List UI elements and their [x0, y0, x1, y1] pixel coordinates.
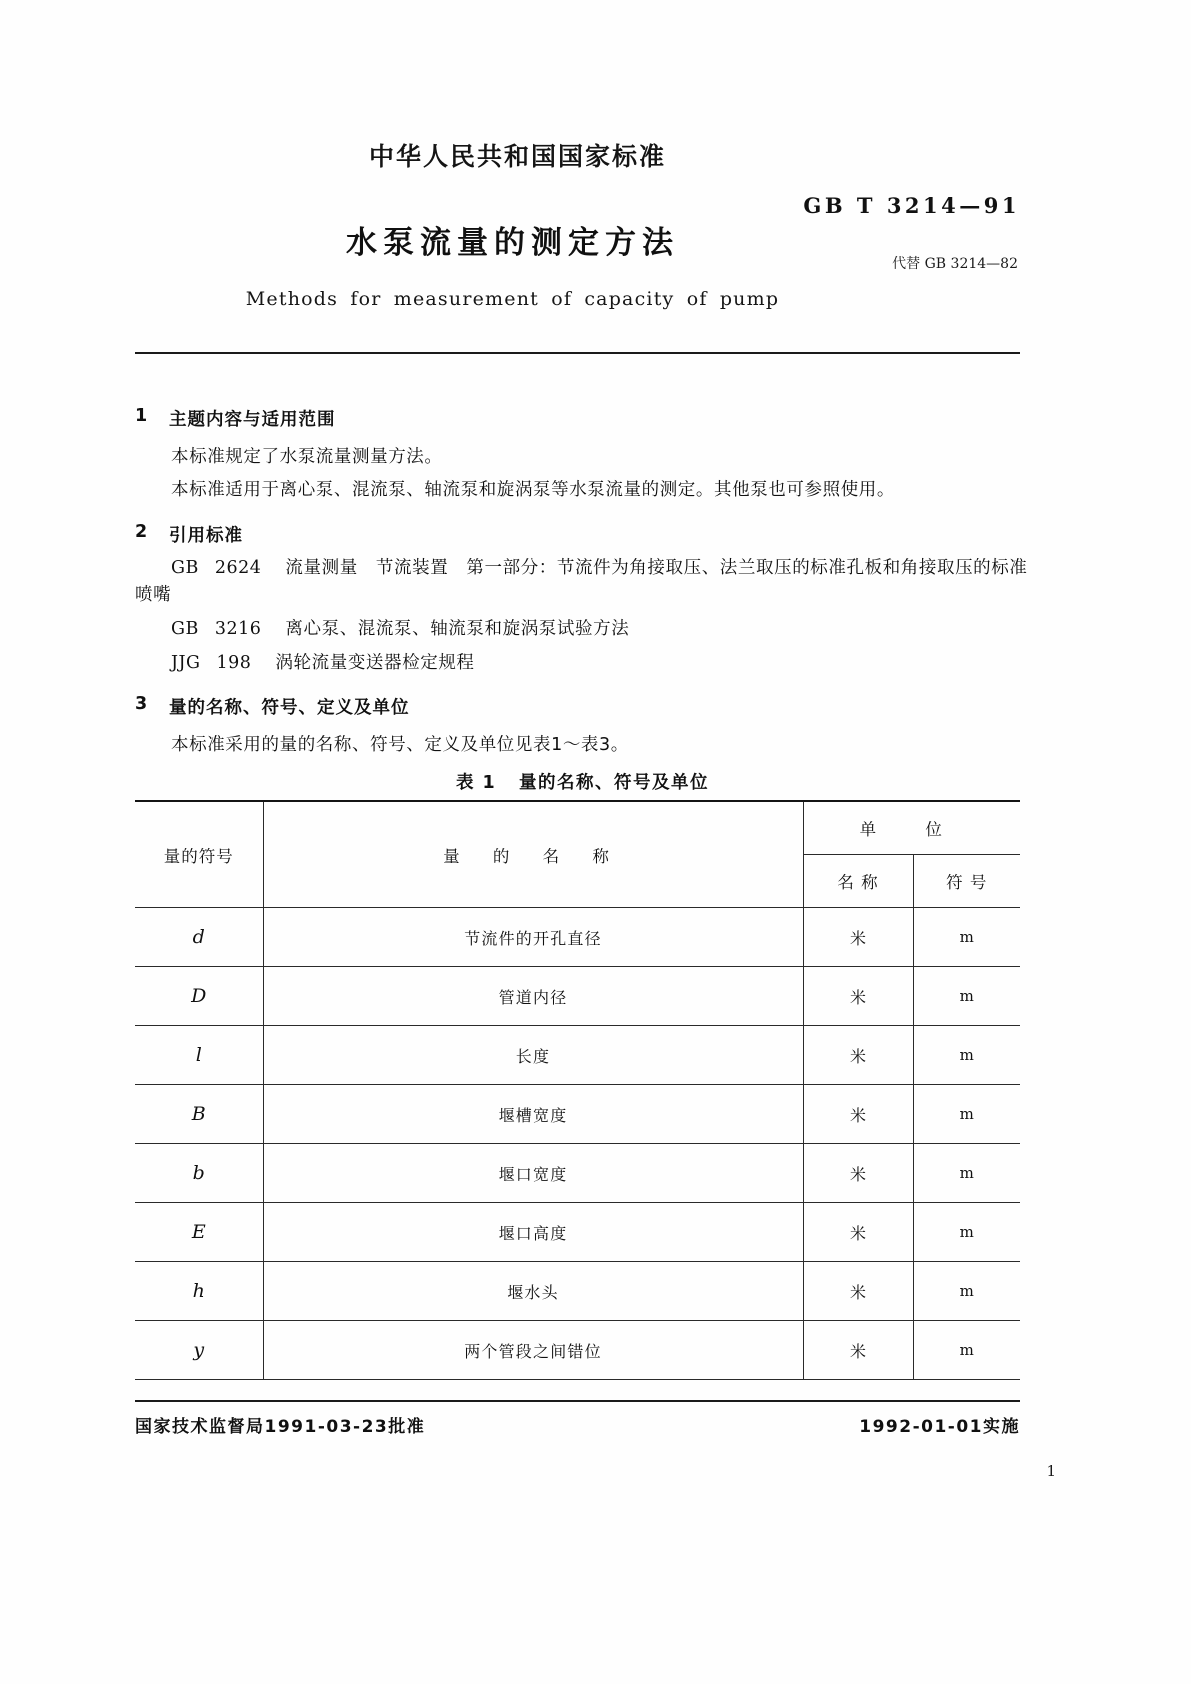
cell-unit-symbol: m — [913, 908, 1020, 967]
section-1-paragraph-1: 本标准规定了水泵流量测量方法。 — [171, 447, 443, 467]
document-footer — [135, 1412, 1020, 1437]
cell-unit-symbol: m — [913, 1262, 1020, 1321]
cell-name: 堰口高度 — [263, 1203, 803, 1262]
table-row — [135, 1321, 1020, 1380]
header-unit-name: 名 称 — [803, 855, 913, 908]
section-title-1: 主题内容与适用范围 — [169, 410, 336, 430]
header-symbol: 量的符号 — [135, 801, 263, 908]
national-standard-label: 中华人民共和国国家标准 — [368, 142, 666, 171]
section-title-3: 量的名称、符号、定义及单位 — [169, 698, 410, 719]
header-unit: 单 位 — [803, 801, 1020, 855]
page-title: 水泵流量的测定方法 — [346, 225, 679, 261]
reference-item-2 — [135, 616, 1030, 642]
cell-symbol: h — [135, 1262, 263, 1321]
table-row — [135, 1026, 1020, 1085]
cell-symbol: d — [135, 908, 263, 967]
reference-number-2: 3216 — [214, 618, 262, 639]
cell-name: 堰水头 — [263, 1262, 803, 1321]
table-caption — [135, 769, 1030, 794]
table-body — [135, 908, 1020, 1380]
table-caption-label: 表 1 — [455, 773, 497, 794]
section-number-1: 1 — [135, 406, 149, 426]
cell-name: 长度 — [263, 1026, 803, 1085]
document-header — [135, 125, 1020, 340]
reference-number-3: 198 — [216, 653, 252, 673]
reference-item-3 — [135, 650, 1030, 676]
header-divider — [135, 352, 1020, 354]
section-heading-3 — [135, 694, 1030, 719]
table-caption-title: 量的名称、符号及单位 — [519, 773, 710, 794]
section-3-paragraph-1: 本标准采用的量的名称、符号、定义及单位见表1～表3。 — [171, 735, 629, 756]
table-row — [135, 1144, 1020, 1203]
cell-unit-symbol: m — [913, 1144, 1020, 1203]
reference-title-3: 涡轮流量变送器检定规程 — [275, 653, 475, 673]
cell-name: 堰槽宽度 — [263, 1085, 803, 1144]
cell-symbol: l — [135, 1026, 263, 1085]
reference-title-2: 离心泵、混流泵、轴流泵和旋涡泵试验方法 — [285, 618, 630, 639]
cell-name: 管道内径 — [263, 967, 803, 1026]
table-row — [135, 967, 1020, 1026]
table-row — [135, 1262, 1020, 1321]
reference-item-1 — [135, 555, 1030, 608]
cell-unit-symbol: m — [913, 967, 1020, 1026]
approval-text: 国家技术监督局1991-03-23批准 — [135, 1417, 426, 1437]
implementation-text: 1992-01-01实施 — [859, 1417, 1020, 1437]
reference-code-3: JJG — [171, 653, 201, 673]
reference-title-1: 流量测量 节流装置 第一部分：节流件为角接取压、法兰取压的标准孔板和角接取压的标准喷嘴 — [135, 558, 1028, 605]
section-heading-2 — [135, 522, 1030, 547]
english-title: Methods for measurement of capacity of pump — [245, 288, 780, 310]
table-row — [135, 908, 1020, 967]
cell-unit-symbol: m — [913, 1026, 1020, 1085]
reference-code-1: GB — [171, 558, 199, 579]
table-quantities — [135, 800, 1020, 1380]
cell-symbol: D — [135, 967, 263, 1026]
cell-symbol: B — [135, 1085, 263, 1144]
cell-unit-name: 米 — [803, 908, 913, 967]
cell-name: 堰口宽度 — [263, 1144, 803, 1203]
cell-unit-symbol: m — [913, 1085, 1020, 1144]
section-1-paragraph-2: 本标准适用于离心泵、混流泵、轴流泵和旋涡泵等水泵流量的测定。其他泵也可参照使用。 — [171, 480, 895, 501]
table-header-row-1 — [135, 801, 1020, 855]
cell-unit-symbol: m — [913, 1203, 1020, 1262]
document-body — [135, 388, 1030, 1380]
cell-name: 两个管段之间错位 — [263, 1321, 803, 1380]
cell-name: 节流件的开孔直径 — [263, 908, 803, 967]
section-title-2: 引用标准 — [169, 526, 243, 547]
cell-unit-name: 米 — [803, 967, 913, 1026]
section-heading-1 — [135, 406, 1030, 431]
cell-unit-name: 米 — [803, 1085, 913, 1144]
page-number: 1 — [1046, 1462, 1056, 1480]
section-number-2: 2 — [135, 522, 149, 543]
table-row — [135, 1203, 1020, 1262]
section-number-3: 3 — [135, 694, 149, 715]
reference-number-1: 2624 — [214, 558, 262, 579]
cell-unit-name: 米 — [803, 1321, 913, 1380]
cell-unit-symbol: m — [913, 1321, 1020, 1380]
cell-unit-name: 米 — [803, 1026, 913, 1085]
cell-symbol: b — [135, 1144, 263, 1203]
table-header — [135, 801, 1020, 908]
replaced-standard: 代替 GB 3214—82 — [892, 256, 1018, 272]
cell-unit-name: 米 — [803, 1262, 913, 1321]
cell-unit-name: 米 — [803, 1203, 913, 1262]
cell-symbol: E — [135, 1203, 263, 1262]
header-unit-symbol: 符 号 — [913, 855, 1020, 908]
cell-unit-name: 米 — [803, 1144, 913, 1203]
cell-symbol: y — [135, 1321, 263, 1380]
footer-divider — [135, 1400, 1020, 1402]
header-name: 量 的 名 称 — [263, 801, 803, 908]
table-row — [135, 1085, 1020, 1144]
standard-number: GB T 3214—91 — [803, 193, 1020, 218]
reference-code-2: GB — [171, 618, 199, 639]
